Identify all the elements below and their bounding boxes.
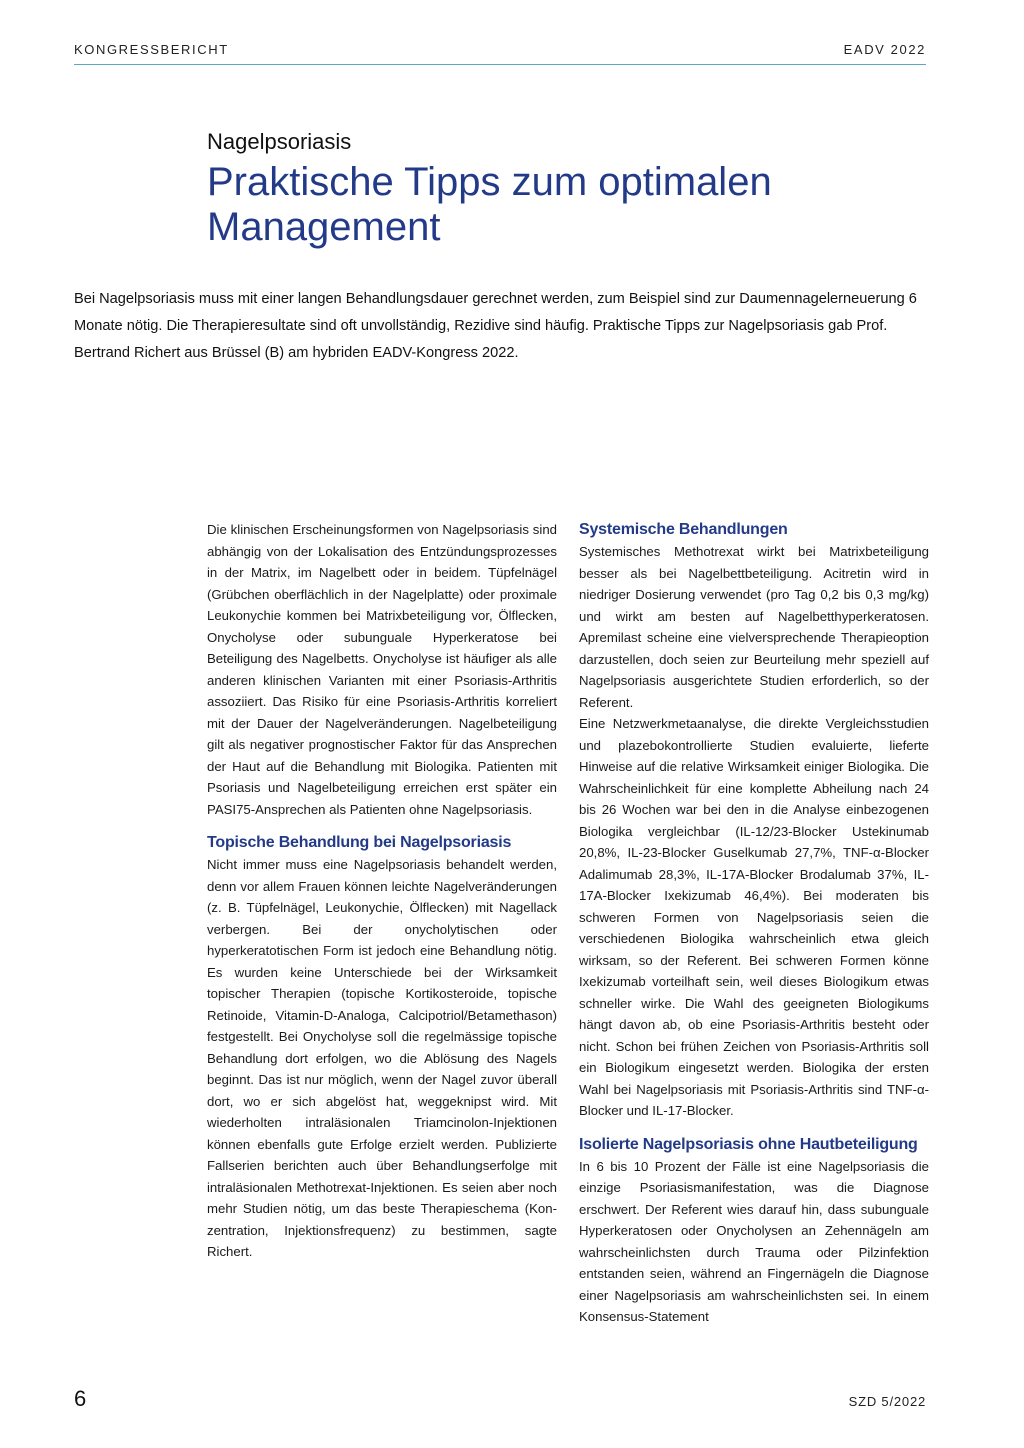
running-header (74, 42, 926, 65)
intro-paragraph: Die klinischen Erscheinungsformen von Nagelpsoriasis sind abhängig von der Lokalisation des Entzündungsprozesses in der Matrix, im Nagelbett oder in beidem. Tüpfelnägel (Grübchen oberflächlich in der Nagelplatte) oder proximale Leukonychie kommen bei Matrixbeteiligung vor, Ölflecken, Onycholyse oder subunguale Hyperkeratose bei Beteiligung des Nagelbetts. Onycholyse ist häufiger als alle anderen klinischen Varianten mit einer Psoriasis-Arthritis assoziiert. Das Risiko für eine Psoriasis-Arthritis korreliert mit der Dauer der Nagelveränderungen. Nagelbeteiligung gilt als negativer prognostischer Faktor für das Ansprechen der Haut auf die Behandlung mit Biologika. Patienten mit Psoriasis und Nagelbeteiligung erreichen erst später ein PASI75-Ansprechen als Patienten ohne Nagelpsoriasis. (207, 522, 557, 817)
systemic-treatment-paragraph-1: Systemisches Methotrexat wirkt bei Matrixbeteiligung besser als bei Nagelbettbeteiligung. Acitretin wird in niedriger Dosierung verwendet (pro Tag 0,2 bis 0,3 mg/kg) und wirkt am besten auf Nagelbetthyperkeratosen. Apremilast scheine eine vielversprechende Therapieoption darzustellen, doch seien zur Beurteilung mehr speziell auf Nagelpsoriasis ausgerichtete Studien erforderlich, so der Referent. (579, 544, 929, 710)
article-kicker: Nagelpsoriasis (207, 129, 352, 154)
systemic-treatment-heading: Systemische Behandlungen (579, 521, 788, 538)
event-label: EADV 2022 (843, 42, 926, 57)
right-column (579, 519, 929, 1328)
section-label: KONGRESSBERICHT (74, 42, 229, 57)
page-number: 6 (74, 1386, 87, 1411)
isolated-nail-psoriasis-heading: Isolierte Nagelpsoriasis ohne Hautbeteiligung (579, 1135, 918, 1153)
article-lead: Bei Nagelpsoriasis muss mit einer langen Behandlungsdauer gerechnet werden, zum Beispiel sind zur Daumennagelerneuerung 6 Monate nötig. Die Therapieresultate sind oft unvollständig, Rezidive sind häufig. Praktische Tipps zur Nagelpsoriasis gab Prof. Bertrand Richert aus Brüssel (B) am hybriden EADV-Kongress 2022. (74, 291, 917, 361)
topical-treatment-heading: Topische Behandlung bei Nagelpsoriasis (207, 834, 512, 851)
article-title: Praktische Tipps zum optimalen Management (207, 160, 772, 249)
systemic-treatment-paragraph-2: Eine Netzwerkmetaanalyse, die direkte Vergleichsstudien und plazebokontrollierte Studien evaluierte, lieferte Hinweise auf die relative Wirksamkeit einiger Biologika. Die Wahrscheinlichkeit für eine komplette Abheilung nach 24 bis 26 Wochen war bei den in die Analyse einbezogenen Biologika vergleichbar (IL-12/23-Blocker Ustekinumab 20,8%, IL-23-Blocker Guselkumab 27,7%, TNF-α-Blocker Adalimumab 28,3%, IL-17A-Blocker Brodalumab 37%, IL-17A-Blocker Ixekizumab 46,4%). Bei moderaten bis schweren Formen von Nagelpsoriasis seien die verschiedenen Biologika wahrscheinlich etwa gleich wirksam, so der Referent. Bei schweren Formen könne Ixekizumab vorteilhaft sein, weil dieses Biologikum etwas schneller wirke. Die Wahl des geeigneten Biologikums hängt davon ab, ob eine Psoriasis-Arthritis besteht oder nicht. Schon bei frühen Zeichen von Psoriasis-Arthritis soll ein Biologikum eingesetzt werden. Biologika der ersten Wahl bei Nagelpsoriasis mit Psoriasis-Arthritis sind TNF-α-Blocker und IL-17-Blocker. (579, 716, 929, 1118)
left-column (207, 519, 557, 1263)
issue-label: SZD 5/2022 (848, 1394, 926, 1409)
isolated-nail-psoriasis-paragraph: In 6 bis 10 Prozent der Fälle ist eine Nagelpsoriasis die einzige Psoriasismanifestation, was die Diagnose erschwert. Der Referent wies darauf hin, dass subunguale Hyperkeratosen oder Onycholysen an Zehennägeln am wahrscheinlichsten durch Trauma oder Pilzinfektion entstanden seien, während an Fingernägeln die Diagnose einer Nagelpsoriasis am wahrscheinlichsten sei. In einem Konsensus-Statement (579, 1158, 929, 1324)
topical-treatment-paragraph: Nicht immer muss eine Nagelpsoriasis behandelt werden, denn vor allem Frauen können leichte Nagelveränderungen (z. B. Tüpfelnägel, Leukonychie, Ölflecken) mit Nagellack verbergen. Bei der onycholytischen oder hyperkeratotischen Form ist jedoch eine Behandlung nötig. Es wurden keine Unterschiede bei der Wirksamkeit topischer Therapien (topische Kortikosteroide, topische Retinoide, Vitamin-D-Analoga, Calcipotriol/Betamethason) festgestellt. Bei Onycholyse soll die regelmässige topische Behandlung dort erfolgen, wo die Ablösung des Nagels beginnt. Das ist nur möglich, wenn der Nagel zuvor überall dort, wo er sich abgelöst hat, weggeknipst wird. Mit wiederholten intraläsionalen Triamcinolon-Injektionen können ebenfalls gute Erfolge erzielt werden. Publizierte Fallserien berichten auch über Behandlungserfolge mit intraläsionalen Methotrexat-Injektionen. Es seien aber noch mehr Studien nötig, um das beste Therapieschema (Konzentration, Injektionsfrequenz) zu bestimmen, sagte Richert. (207, 857, 557, 1259)
